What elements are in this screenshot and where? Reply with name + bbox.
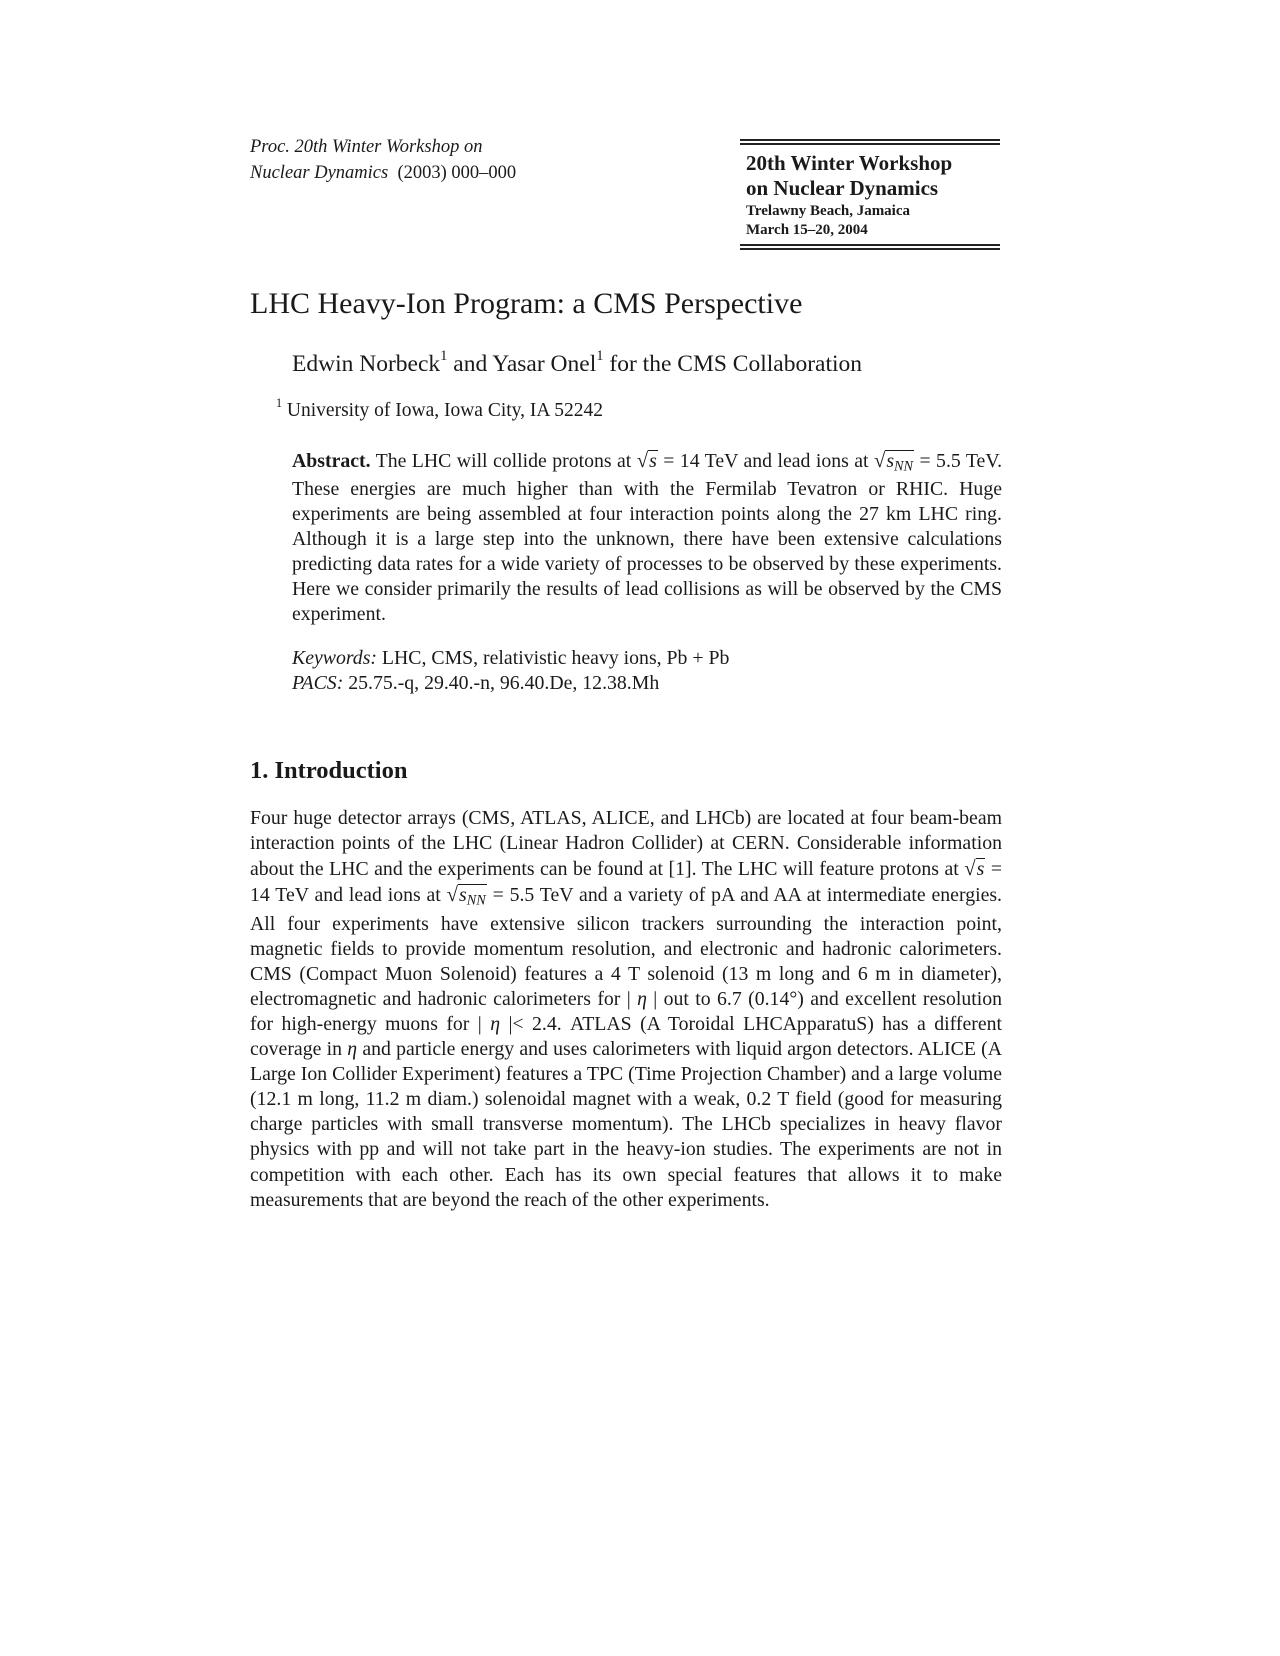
workshop-title-line-2: on Nuclear Dynamics <box>746 176 939 200</box>
body-text-3: = 5.5 TeV and a variety of pA and AA at intermediate energies. All four experiments have extensive silicon trackers surrounding the interaction point, magnetic fields to provide momentum resolution, and electronic and hadronic calorimeters. CMS (Compact Muon Solenoid) features a 4 T solenoid (13 m long and 6 m in diameter), electromagnetic and hadronic calorimeters for | <box>250 884 1003 1010</box>
workshop-location: Trelawny Beach, Jamaica <box>746 203 911 219</box>
author-conjunction: and <box>447 351 493 377</box>
body-sqrt-s-formula: √s <box>964 857 985 881</box>
abstract <box>292 448 1002 627</box>
keywords-line <box>292 646 1002 671</box>
proceedings-line-2 <box>250 160 670 186</box>
section-heading: 1. Introduction <box>250 757 408 784</box>
author-1-affil-mark: 1 <box>440 348 448 364</box>
workshop-box-content <box>740 145 1000 244</box>
body-text-4: | out to 6.7 (0.14°) and excellent resolution for high-energy muons for | <box>250 987 1003 1036</box>
affiliation-mark: 1 <box>276 395 283 410</box>
author-2: Yasar Onel <box>492 351 597 377</box>
body-text-2: = 14 TeV and lead ions at <box>250 858 1002 907</box>
body-text-6: and particle energy and uses calorimeters with liquid argon detectors. ALICE (A Large Ion Collider Experiment) features a TPC (Time Projection Chamber) and a large volume (12.1 m long, 11.2 m diam.) solenoidal magnet with a weak, 0.2 T field (good for measuring charge particles with small transverse momentum). The LHCb specializes in heavy flavor physics with pp and will not take part in the heavy-ion studies. The experiments are not in competition with each other. Each has its own special features that allows it to make measurements that are beyond the reach of the other experiments. <box>250 1038 1003 1211</box>
workshop-box <box>740 139 1000 250</box>
sqrt-snn-argument: s <box>886 450 895 472</box>
body-sqrt-snn-formula: $√s_{NN}$ <box>447 882 487 911</box>
keywords-text: LHC, CMS, relativistic heavy ions, Pb + Pb <box>376 647 730 669</box>
paper-title: LHC Heavy-Ion Program: a CMS Perspective <box>250 287 803 320</box>
body-sqrt-snn-subscript: NN <box>466 892 486 909</box>
eta-symbol-1: η <box>637 987 647 1010</box>
body-text-5: |< 2.4. ATLAS (A Toroidal LHCApparatuS) has a different coverage in <box>250 1013 1002 1061</box>
pacs-label: PACS: <box>292 672 344 694</box>
sqrt-snn-subscript: NN <box>894 458 914 475</box>
keywords-label: Keywords: <box>292 647 377 669</box>
sqrt-s-argument: s <box>649 450 657 472</box>
pacs-text: 25.75.-q, 29.40.-n, 96.40.De, 12.38.Mh <box>343 672 660 694</box>
eta-symbol-3: η <box>347 1038 358 1061</box>
proceedings-journal: Nuclear Dynamics <box>250 163 389 183</box>
workshop-title-line-1: 20th Winter Workshop <box>746 151 953 175</box>
abstract-text-3: = 5.5 TeV. These energies are much higher than with the Fermilab Tevatron or RHIC. Huge experiments are being assembled at four interaction points along the 27 km LHC ring. Although it is a large step into the unknown, there have been extensive calculations predicting data rates for a wide variety of processes to be observed by these experiments. Here we consider primarily the results of lead collisions as will be observed by the CMS experiment. <box>292 450 1003 626</box>
collaboration: for the CMS Collaboration <box>603 351 863 377</box>
sqrt-snn-formula: $√s_{NN}$ <box>874 448 914 477</box>
abstract-text-2: = 14 TeV and lead ions at <box>657 450 874 472</box>
sqrt-s-formula: √s <box>636 449 657 472</box>
proceedings-line-1: Proc. 20th Winter Workshop on <box>250 137 483 157</box>
workshop-box-bottom-rule <box>740 244 1000 250</box>
author-list <box>292 349 862 379</box>
author-1: Edwin Norbeck <box>292 351 441 377</box>
author-2-affil-mark: 1 <box>596 348 604 364</box>
affiliation-text: University of Iowa, Iowa City, IA 52242 <box>286 400 604 421</box>
proceedings-citation <box>250 134 670 186</box>
abstract-label: Abstract. <box>292 450 371 472</box>
body-paragraph <box>250 806 1002 1213</box>
affiliation <box>276 395 604 424</box>
workshop-dates: March 15–20, 2004 <box>746 222 868 238</box>
proceedings-pages: (2003) 000–000 <box>397 163 517 183</box>
body-sqrt-s-argument: s <box>976 858 985 881</box>
body-text-1: Four huge detector arrays (CMS, ATLAS, ALICE, and LHCb) are located at four beam-beam interaction points of the LHC (Linear Hadron Collider) at CERN. Considerable information about the LHC and the experiments can be found at [1]. The LHC will feature protons at <box>250 807 1002 881</box>
body-sqrt-snn-argument: s <box>459 884 467 907</box>
eta-symbol-2: η <box>490 1013 501 1036</box>
abstract-text-1: The LHC will collide protons at <box>370 450 637 472</box>
keywords-block <box>292 646 1002 696</box>
pacs-line <box>292 671 1002 696</box>
